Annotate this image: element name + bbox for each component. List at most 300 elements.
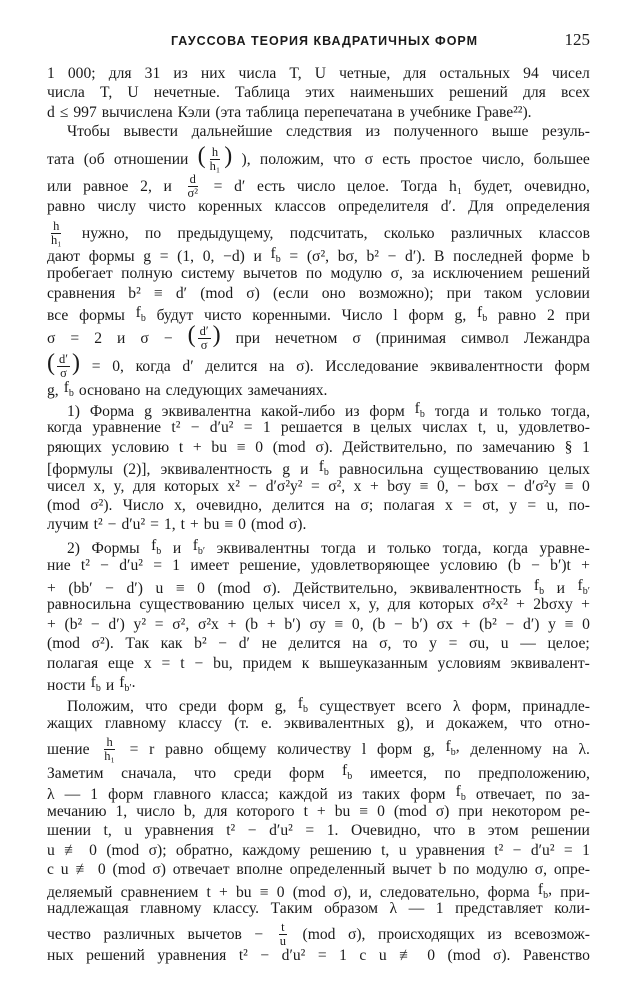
- word: резуль-: [542, 123, 590, 141]
- word: чисто: [148, 197, 186, 215]
- word: при: [565, 306, 590, 324]
- word: решений: [449, 84, 508, 102]
- word: форм: [554, 357, 590, 375]
- word: к: [301, 654, 310, 672]
- word: для: [108, 65, 132, 82]
- text-line: [47, 264, 590, 283]
- word: на: [352, 635, 368, 653]
- word: уравнения: [415, 841, 485, 859]
- word: u,: [496, 419, 509, 437]
- word: σ);: [148, 841, 167, 859]
- word: ≤: [59, 103, 69, 121]
- word: d′: [234, 178, 246, 196]
- word: x: [445, 497, 453, 514]
- word: Формы: [91, 539, 140, 557]
- word: что: [433, 822, 456, 840]
- word: (mod: [200, 284, 234, 302]
- word: некотором: [491, 802, 562, 820]
- text-line: [47, 841, 590, 860]
- word: еще: [108, 654, 134, 672]
- word: коренными.: [252, 306, 331, 324]
- word: исключением: [432, 265, 523, 283]
- word: модулю: [476, 861, 528, 879]
- word: в: [397, 103, 405, 121]
- word: =: [448, 635, 458, 653]
- word: из: [365, 123, 380, 141]
- word: нужно,: [81, 225, 129, 243]
- word: =: [310, 477, 320, 495]
- word: g: [282, 461, 290, 479]
- word: когда: [47, 419, 83, 437]
- word: 1: [435, 900, 444, 917]
- word: коренных: [198, 197, 263, 215]
- word: $f_b$: [342, 761, 353, 782]
- word: (b: [245, 615, 259, 633]
- word: −: [190, 419, 200, 437]
- word: t²: [171, 419, 181, 437]
- word: 0: [89, 841, 97, 859]
- text-line: [47, 477, 590, 496]
- word: 1: [339, 946, 347, 964]
- text-line: [47, 349, 590, 380]
- word: 0: [377, 802, 385, 820]
- word: +: [266, 615, 276, 633]
- word: шение: [47, 741, 90, 759]
- word: $f_b$: [533, 576, 545, 597]
- word: существованию: [433, 461, 539, 479]
- word: ности: [47, 677, 86, 695]
- word: определителя: [338, 197, 429, 215]
- word: докажем,: [446, 714, 508, 732]
- word: u: [500, 635, 509, 653]
- word: =: [213, 178, 223, 196]
- word: делится: [205, 357, 258, 375]
- word: последней: [453, 247, 523, 265]
- word: символ: [461, 330, 509, 348]
- word: существованию: [139, 596, 245, 614]
- word: −: [247, 822, 257, 840]
- word: лучим: [47, 516, 89, 534]
- word: опре-: [553, 861, 590, 879]
- word: таком: [484, 284, 523, 302]
- word: $f_b$: [455, 783, 466, 804]
- text-line: [47, 556, 590, 575]
- word: вывести: [123, 123, 179, 141]
- word: замечаниях.: [247, 382, 328, 400]
- word: b²: [194, 635, 207, 653]
- text-line: [47, 103, 590, 122]
- word: bu,: [213, 654, 233, 672]
- word: (об: [83, 151, 105, 169]
- word: большее: [533, 151, 590, 169]
- word: когда: [492, 539, 528, 557]
- text-line: [47, 921, 590, 948]
- word: равно: [47, 197, 86, 215]
- word: и: [163, 178, 172, 196]
- word: возможно);: [358, 284, 434, 302]
- word: u: [124, 822, 133, 840]
- word: дают: [47, 247, 81, 265]
- word: уравне-: [539, 539, 590, 557]
- word: t: [180, 516, 185, 534]
- word: определенный: [289, 861, 386, 879]
- word: l: [393, 306, 398, 324]
- word: σ): [152, 861, 166, 879]
- fraction: [276, 921, 290, 948]
- word: −: [505, 615, 515, 633]
- word: Чтобы: [67, 123, 110, 141]
- word: g,: [47, 382, 59, 400]
- word: модулю: [330, 265, 383, 283]
- word: каждой: [278, 786, 328, 804]
- word: x: [353, 477, 362, 495]
- word: для: [387, 596, 411, 614]
- word: этих: [305, 84, 335, 102]
- word: 2): [67, 539, 80, 557]
- word: g,: [274, 697, 287, 715]
- text-line: [67, 122, 590, 141]
- word: x,: [174, 497, 186, 514]
- word: решений: [531, 265, 590, 283]
- text-line: [47, 83, 590, 102]
- word: полагая: [47, 654, 99, 672]
- word: число: [136, 802, 175, 820]
- word: b′): [284, 615, 301, 633]
- word: +: [47, 615, 56, 633]
- word: y: [509, 497, 518, 514]
- word: −: [254, 926, 264, 944]
- word: за: [411, 265, 425, 283]
- word: (mod: [250, 516, 284, 534]
- running-title: ГАУССОВА ТЕОРИЯ КВАДРАТИЧНЫХ ФОРМ: [171, 34, 478, 48]
- word: перепечатана: [304, 103, 393, 121]
- word: вполне: [236, 861, 283, 879]
- word: b: [582, 247, 590, 265]
- word: оно: [321, 284, 346, 302]
- word: t: [178, 438, 184, 456]
- word: ≡: [334, 615, 344, 633]
- word: −: [100, 557, 109, 575]
- fraction-denominator: u: [279, 934, 286, 949]
- word: −: [163, 330, 173, 348]
- word: чество: [47, 926, 91, 944]
- word: надлежащая: [47, 900, 129, 917]
- word: −: [248, 477, 258, 495]
- word: следовательно,: [379, 883, 480, 901]
- word: σt,: [482, 497, 499, 514]
- word: bu: [203, 516, 220, 534]
- word: выше: [491, 123, 529, 141]
- word: по: [305, 265, 323, 283]
- word: d′): [108, 615, 125, 633]
- word: d′): [126, 579, 143, 597]
- word: 1: [90, 786, 99, 804]
- word: r: [149, 741, 155, 759]
- word: каждому: [242, 841, 301, 859]
- word: равно: [165, 741, 204, 759]
- word: классов: [274, 197, 326, 215]
- word: =: [154, 615, 164, 633]
- fraction-denominator: h₁: [104, 749, 115, 764]
- word: следствия: [285, 123, 352, 141]
- word: −: [90, 615, 100, 633]
- word: U: [314, 65, 327, 82]
- word: когда: [135, 357, 171, 375]
- word: этом: [487, 822, 519, 840]
- word: чисел: [302, 596, 341, 614]
- word: —: [64, 786, 81, 804]
- word: Таблица: [235, 84, 291, 102]
- word: классов: [538, 225, 590, 243]
- word: определения: [505, 197, 590, 215]
- word: основано: [78, 382, 141, 400]
- word: положим,: [259, 151, 324, 169]
- word: t²: [226, 822, 236, 840]
- word: σ²).: [91, 635, 114, 653]
- word: −: [194, 654, 204, 672]
- word: тогда,: [551, 402, 590, 420]
- word: шении: [47, 822, 91, 840]
- word: 1: [582, 841, 590, 859]
- text-line: [47, 197, 590, 216]
- word: $f_b$: [135, 303, 146, 325]
- word: t,: [478, 419, 487, 437]
- word: t²: [80, 557, 90, 575]
- word: =: [563, 841, 573, 859]
- word: уравнения: [157, 946, 227, 964]
- word: $f_b$,: [445, 738, 460, 759]
- word: формы: [88, 247, 135, 265]
- word: u: [398, 841, 407, 859]
- word: решается: [280, 419, 343, 437]
- word: $f_b$: [270, 244, 281, 265]
- word: (mod: [47, 497, 80, 514]
- word: =: [153, 557, 162, 575]
- word: σ: [364, 151, 374, 169]
- word: b,: [183, 802, 196, 820]
- word: форм: [376, 741, 413, 759]
- word: (mod: [106, 841, 140, 859]
- word: ние: [47, 557, 71, 575]
- word: −: [260, 946, 270, 964]
- word: y: [429, 635, 437, 653]
- word: ≢: [399, 946, 415, 964]
- word: которого: [236, 802, 295, 820]
- word: на: [552, 741, 568, 759]
- word: полагая: [383, 497, 435, 514]
- word: существует: [319, 697, 396, 715]
- word: (mod: [112, 861, 146, 879]
- word: σ): [435, 802, 450, 820]
- word: вычетов: [243, 265, 298, 283]
- word: u: [47, 841, 55, 859]
- word: нечетном: [275, 330, 338, 348]
- word: =: [70, 330, 80, 348]
- word: очевидно,: [196, 497, 263, 514]
- fraction: ( $\frac{d'}{\sigma}$ ): [47, 349, 80, 380]
- word: простое: [419, 151, 473, 169]
- word: Исследование: [325, 357, 419, 375]
- word: $f_b$: [63, 379, 74, 400]
- word: (b²: [479, 615, 497, 633]
- word: эквивалентности: [430, 357, 543, 375]
- word: целое.: [347, 178, 390, 196]
- word: =: [91, 357, 101, 375]
- word: условию: [111, 438, 170, 456]
- text-line: [47, 736, 590, 763]
- word: целых: [370, 419, 412, 437]
- word: решении: [531, 822, 590, 840]
- word: —: [520, 635, 536, 653]
- word: 0,: [351, 615, 364, 633]
- word: u: [378, 946, 387, 964]
- word: 0,: [112, 357, 124, 375]
- word: ≡: [224, 516, 234, 534]
- word: Кэли: [177, 103, 211, 121]
- word: ≢: [75, 861, 92, 879]
- word: d′.: [440, 197, 456, 215]
- word: и: [117, 330, 126, 348]
- word: с: [47, 861, 54, 879]
- word: при: [446, 284, 472, 302]
- word: 0: [582, 615, 590, 633]
- word: полученного: [393, 123, 479, 141]
- word: равносильна: [339, 461, 424, 479]
- word: t,: [381, 841, 390, 859]
- word: в: [468, 822, 476, 840]
- word: форм: [108, 786, 144, 804]
- word: и: [367, 539, 376, 557]
- word: 2bσxy: [533, 596, 573, 614]
- word: ≡: [236, 438, 246, 456]
- word: d′u²: [269, 822, 293, 840]
- word: (если: [273, 284, 309, 302]
- word: ≡: [419, 477, 429, 495]
- fraction-denominator: h₁: [209, 159, 221, 174]
- text-line: [47, 821, 590, 840]
- word: ≡: [259, 883, 269, 901]
- word: равно: [497, 306, 537, 324]
- word: +: [227, 615, 237, 633]
- word: целых: [252, 596, 295, 614]
- word: будет,: [473, 178, 513, 196]
- word: =: [317, 946, 327, 964]
- fraction: ( $\frac{d'}{\sigma}$ ): [187, 322, 221, 353]
- word: по: [545, 786, 562, 804]
- word: σ): [246, 284, 260, 302]
- word: форме: [531, 247, 574, 265]
- fraction-numerator: d: [189, 172, 196, 187]
- text-line: [47, 714, 590, 733]
- word: σ: [140, 330, 149, 348]
- word: образом: [324, 900, 378, 917]
- word: из: [345, 402, 360, 420]
- word: форма: [487, 883, 530, 901]
- word: принадле-: [522, 697, 590, 715]
- word: bu: [236, 883, 252, 901]
- word: что: [333, 151, 356, 169]
- word: —: [408, 900, 425, 917]
- word: t,: [103, 822, 112, 840]
- word: Очевидно,: [350, 822, 421, 840]
- word: σu,: [469, 635, 490, 653]
- fraction-numerator: h: [53, 219, 60, 234]
- word: эквивалент-: [510, 654, 590, 672]
- word: предположению,: [478, 764, 590, 782]
- word: по: [456, 438, 473, 456]
- word: σ).: [296, 357, 314, 375]
- word: (b: [372, 615, 386, 633]
- word: σ).: [315, 438, 333, 456]
- word: тогда: [434, 402, 470, 420]
- word: жащих: [47, 714, 93, 732]
- word: 0: [276, 883, 285, 901]
- word: Так: [125, 635, 150, 653]
- word: только: [387, 539, 432, 557]
- word: что: [519, 714, 543, 732]
- word: вычислена: [101, 103, 173, 121]
- word: Граве²²).: [476, 103, 532, 121]
- word: условии: [535, 284, 590, 302]
- word: λ: [389, 900, 398, 917]
- word: равносильна: [47, 596, 132, 614]
- word: +: [581, 557, 590, 575]
- word: (σ²,: [306, 247, 330, 265]
- word: класса;: [221, 786, 269, 804]
- word: различных: [450, 225, 523, 243]
- word: эквивалентность: [160, 461, 272, 479]
- word: $f_b$: [477, 303, 488, 325]
- word: 1: [262, 419, 271, 437]
- word: t: [206, 883, 211, 901]
- word: bσy: [387, 477, 412, 495]
- word: σx: [436, 615, 453, 633]
- word: и: [479, 402, 488, 420]
- word: 1: [582, 438, 590, 456]
- word: среди: [178, 697, 217, 715]
- fraction: ( $\frac{h}{\text{h₁}}$ ): [197, 143, 233, 174]
- word: +: [461, 615, 471, 633]
- word: тата: [47, 151, 75, 169]
- word: и: [425, 714, 435, 732]
- word: y²: [133, 615, 147, 633]
- word: σ²,: [172, 615, 190, 633]
- word: ≡: [564, 477, 574, 495]
- word: по: [453, 861, 470, 879]
- word: (1,: [177, 247, 195, 265]
- word: $f_b$,: [537, 880, 552, 901]
- word: что: [193, 764, 217, 782]
- word: λ: [47, 786, 55, 804]
- word: σ²x²: [482, 596, 508, 614]
- word: всех: [560, 84, 590, 102]
- word: 0,: [436, 477, 449, 495]
- word: λ.: [578, 741, 590, 759]
- word: $f_b$: [297, 694, 308, 715]
- word: σ: [47, 330, 56, 348]
- word: (mod: [47, 635, 80, 653]
- word: вычетов: [187, 926, 242, 944]
- word: таблица: [246, 103, 300, 121]
- word: Действительно,: [293, 579, 398, 597]
- word: l: [361, 741, 367, 759]
- word: имеет: [190, 557, 230, 575]
- text-line: [47, 143, 590, 174]
- word: y,: [113, 477, 125, 495]
- word: −: [394, 615, 403, 633]
- word: вычет: [392, 861, 432, 879]
- word: b²: [128, 284, 141, 302]
